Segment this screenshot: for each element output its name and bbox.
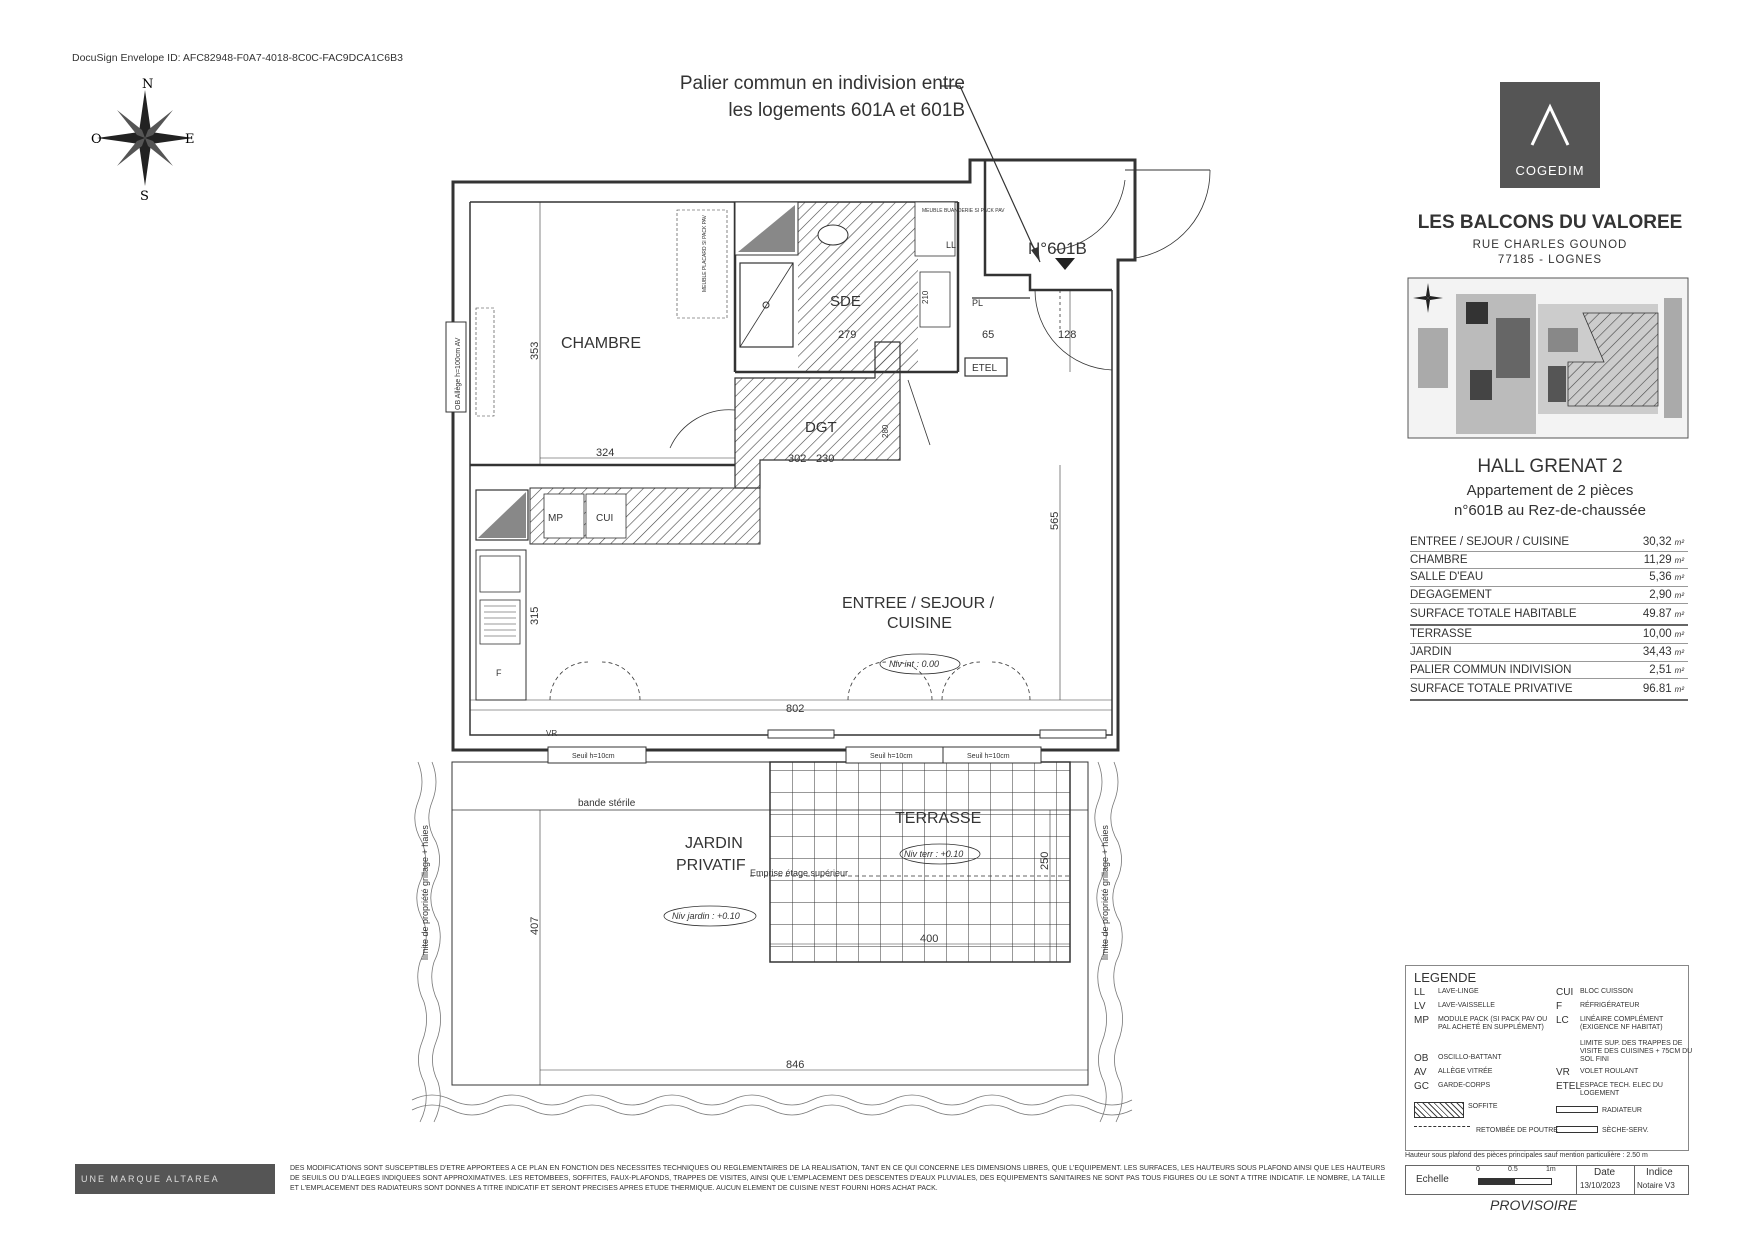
legend-item [1556, 1002, 1694, 1012]
surface-value [1644, 552, 1688, 569]
code-mp: MP [548, 513, 563, 524]
dim-324: 324 [596, 447, 615, 459]
legend-code [1556, 1040, 1580, 1064]
dim-353: 353 [529, 341, 541, 360]
surface-number: 2,51 [1649, 663, 1672, 676]
surface-value [1649, 569, 1688, 586]
apartment-description [1400, 481, 1700, 521]
legend-desc: ALLÈGE VITRÉE [1438, 1068, 1493, 1075]
surface-row [1410, 587, 1688, 605]
limite-left: limite de propriété grillage + haies [420, 825, 430, 960]
surface-number: 2,90 [1649, 588, 1672, 601]
legend-item [1556, 988, 1694, 998]
unit-id-label: N°601B [1028, 239, 1087, 258]
scale-date-box [1405, 1165, 1689, 1195]
legend-desc: LINÉAIRE COMPLÉMENT (EXIGENCE NF HABITAT) [1580, 1016, 1664, 1031]
ground-hatch-bottom [412, 1095, 1132, 1105]
surface-row [1410, 604, 1688, 626]
surface-row [1410, 679, 1688, 701]
entrance-marker-icon [1055, 258, 1075, 270]
legend-item [1414, 1082, 1552, 1092]
surface-unit: m² [1674, 630, 1684, 640]
dim-407: 407 [529, 916, 541, 935]
surface-label: TERRASSE [1410, 628, 1472, 641]
dim-565: 565 [1049, 511, 1061, 530]
soffite-label: SOFFITE [1468, 1103, 1498, 1110]
legend-code: OB [1414, 1053, 1429, 1064]
dim-302: 302 [788, 453, 807, 465]
legend-desc: LIMITE SUP. DES TRAPPES DE VISITE DES CUISINES + 75CM DU SOL FINI [1580, 1040, 1693, 1063]
compass-s: S [140, 189, 149, 204]
limite-right: limite de propriété grillage + haies [1100, 825, 1110, 960]
code-etel: ETEL [972, 363, 998, 374]
surface-unit: m² [1674, 665, 1684, 675]
scale-tick-0: 0 [1476, 1166, 1480, 1173]
legend-desc: LAVE-VAISSELLE [1438, 1002, 1495, 1009]
surface-number: 34,43 [1642, 645, 1672, 658]
french-door-left [550, 662, 640, 700]
retombee-symbol [1414, 1126, 1470, 1127]
compass-n: N [142, 77, 154, 92]
provisoire-label: PROVISOIRE [1490, 1197, 1578, 1213]
surface-row [1410, 534, 1688, 552]
legend-desc: GARDE-CORPS [1438, 1082, 1491, 1089]
legend-item [1556, 1082, 1694, 1098]
legend-code: AV [1414, 1067, 1427, 1078]
seche-symbol [1556, 1126, 1598, 1133]
dim-230: 230 [816, 453, 835, 465]
scale-tick-05: 0.5 [1508, 1166, 1518, 1173]
legend-code: VR [1556, 1067, 1570, 1078]
surface-unit: m² [1674, 555, 1684, 565]
niv-jardin-label: Niv jardin : +0.10 [672, 911, 740, 921]
legend-item [1556, 1068, 1694, 1078]
legend-item [1414, 1068, 1552, 1078]
dim-315: 315 [529, 606, 541, 625]
room-jardin-line1: JARDIN [685, 835, 743, 852]
callout-line1: Palier commun en indivision entre [679, 73, 965, 94]
dgt-door-arc [670, 410, 735, 448]
surface-value [1643, 626, 1688, 643]
surface-label: SALLE D'EAU [1410, 571, 1484, 584]
legend-code: LV [1414, 1001, 1426, 1012]
surface-label: CHAMBRE [1410, 553, 1468, 566]
retombee-label: RETOMBÉE DE POUTRE [1476, 1127, 1558, 1134]
dim-65: 65 [982, 329, 995, 341]
legend-item [1414, 988, 1552, 998]
scale-label: Echelle [1416, 1174, 1449, 1185]
surface-label: DEGAGEMENT [1410, 588, 1492, 601]
palier-callout [600, 70, 965, 124]
placard-label: MEUBLE PLACARD SI PACK PAV [702, 215, 708, 292]
surface-label: SURFACE TOTALE PRIVATIVE [1410, 683, 1573, 696]
surface-label: PALIER COMMUN INDIVISION [1410, 663, 1572, 676]
legend-desc: OSCILLO-BATTANT [1438, 1054, 1502, 1061]
seuil-label-3: Seuil h=10cm [967, 753, 1010, 760]
radiateur-symbol [1556, 1106, 1598, 1113]
seuil-label-1: Seuil h=10cm [572, 753, 615, 760]
docusign-envelope-id: DocuSign Envelope ID: AFC82948-F0A7-4018-8C0C-FAC9DCA1C6B3 [72, 52, 403, 64]
cooktop-icon [480, 600, 520, 644]
dim-279: 279 [838, 329, 857, 341]
callout-line2: les logements 601A et 601B [728, 100, 965, 121]
emprise-label: Emprise étage supérieur [750, 868, 849, 878]
legend-item [1556, 1040, 1694, 1064]
surface-number: 96.81 [1642, 683, 1672, 696]
surface-table [1410, 534, 1688, 701]
surface-value [1649, 587, 1688, 604]
surface-label: SURFACE TOTALE HABITABLE [1410, 608, 1577, 621]
code-ll: LL [946, 240, 957, 250]
room-dgt: DGT [805, 419, 837, 436]
surface-unit: m² [1674, 685, 1684, 695]
legend-code: LC [1556, 1015, 1569, 1026]
room-chambre: CHAMBRE [561, 335, 642, 352]
french-door-right [942, 662, 1030, 700]
radiateur-label: RADIATEUR [1602, 1107, 1642, 1114]
dim-802: 802 [786, 703, 805, 715]
surface-row [1410, 552, 1688, 570]
project-street: RUE CHARLES GOUNOD [1472, 239, 1628, 251]
surface-value [1643, 534, 1688, 551]
compass-e: E [185, 132, 195, 147]
niv-int-label: Niv int : 0.00 [889, 659, 940, 669]
dim-250: 250 [1039, 851, 1051, 870]
surface-number: 5,36 [1649, 571, 1672, 584]
legend-code: LL [1414, 987, 1426, 998]
surface-unit: m² [1674, 573, 1684, 583]
surface-value [1643, 644, 1688, 661]
surface-label: ENTREE / SEJOUR / CUISINE [1410, 536, 1570, 548]
toilet-icon [818, 225, 848, 245]
surface-number: 49.87 [1642, 608, 1672, 621]
legend-desc: ESPACE TECH. ELEC DU LOGEMENT [1580, 1082, 1663, 1097]
surface-value [1643, 679, 1688, 699]
surface-number: 11,29 [1643, 553, 1672, 566]
ob-window-label: OB Allège h=100cm AV [455, 337, 462, 410]
dim-210: 210 [921, 290, 930, 304]
legend-item [1414, 1002, 1552, 1012]
apartment-line1: Appartement de 2 pièces [1466, 482, 1634, 499]
surface-unit: m² [1674, 647, 1684, 657]
legend-desc: BLOC CUISSON [1580, 988, 1633, 995]
surface-unit: m² [1674, 610, 1684, 620]
cogedim-logo [1500, 82, 1600, 188]
legend-code: GC [1414, 1081, 1429, 1092]
room-sejour-line1: ENTREE / SEJOUR / [842, 595, 995, 612]
seche-label: SÈCHE-SERV. [1602, 1127, 1649, 1134]
project-title: LES BALCONS DU VALOREE [1417, 212, 1683, 233]
footer-brand: UNE MARQUE ALTAREA [75, 1164, 275, 1194]
compass-o: O [91, 132, 102, 147]
legend-item [1414, 1054, 1552, 1064]
legend-note: Hauteur sous plafond des pièces principales sauf mention particulière : 2.50 m [1405, 1152, 1648, 1159]
palier-wall [985, 160, 1112, 290]
surface-row [1410, 626, 1688, 644]
legend-box [1405, 965, 1693, 1151]
indice-value: Notaire V3 [1637, 1181, 1675, 1190]
disclaimer-text: DES MODIFICATIONS SONT SUSCEPTIBLES D'ETRE APPORTEES A CE PLAN EN FONCTION DES NECESSITES TECHNIQUES OU REGLEMENTAIRES DE LA REALISATION, TANT EN CE QUI CONCERNE LES DIMENSIONS LIBRES, QUE L'EQUIPEMENT. LES SURFACES, LES HAUTEURS SOUS PLAFOND AINSI QUE LES HAUTEURS DE SEUILS OU D'ALLEGES INDIQUEES SONT APPROXIMATIVES. LES RETOMBEES, SOFFITES, FAUX-PLAFONDS, TRAPPES DE VISITES, AINSI QUE L'EMPLACEMENT DES DESCENTES D'EAUX PLUVIALES, DES EQUIPEMENTS SANITAIRES NE SONT PAS TOUS FIGURES OU LE SONT A TITRE INDICATIF. LE NOMBRE, LA TAILLE ET L'EMPLACEMENT DES RADIATEURS SONT DONNES A TITRE INDICATIF ET SERONT PRECISES APRES ETUDE THERMIQUE. AUCUN ELEMENT DE CUISINE N'EST FOURNI HORS ACHAT PACK. [290, 1165, 1385, 1192]
site-map-thumbnail [1408, 278, 1688, 438]
scale-bar [1478, 1178, 1552, 1185]
surface-unit: m² [1674, 538, 1684, 547]
surface-unit: m² [1674, 590, 1684, 600]
hall-name: HALL GRENAT 2 [1477, 456, 1623, 477]
code-f: F [496, 668, 502, 678]
surface-row [1410, 644, 1688, 662]
surface-value [1643, 604, 1688, 624]
sink-icon [480, 556, 520, 592]
legend-desc: RÉFRIGÉRATEUR [1580, 1002, 1640, 1009]
code-vr: VR [546, 729, 558, 738]
apartment-line2: n°601B au Rez-de-chaussée [1454, 502, 1646, 519]
surface-number: 10,00 [1642, 628, 1672, 641]
project-city: 77185 - LOGNES [1497, 254, 1603, 266]
legend-item [1414, 1016, 1552, 1032]
surface-row [1410, 662, 1688, 680]
legend-code: MP [1414, 1015, 1429, 1026]
room-terrasse: TERRASSE [895, 810, 982, 827]
seuil-label-2: Seuil h=10cm [870, 753, 913, 760]
surface-label: JARDIN [1410, 645, 1452, 658]
niv-terr-label: Niv terr : +0.10 [904, 849, 964, 859]
legend-code: F [1556, 1001, 1563, 1012]
buanderie-label: MEUBLE BUANDERIE SI PACK PAV [922, 208, 1005, 214]
code-pl: PL [972, 298, 984, 308]
surface-value [1649, 662, 1688, 679]
legend-code: CUI [1556, 987, 1574, 998]
legend-code: ETEL [1556, 1081, 1582, 1092]
room-jardin-line2: PRIVATIF [676, 857, 746, 874]
dim-280: 280 [881, 424, 890, 438]
dim-400: 400 [920, 933, 939, 945]
dim-128: 128 [1058, 329, 1077, 341]
legend-desc: VOLET ROULANT [1580, 1068, 1639, 1075]
legend-desc: MODULE PACK (SI PACK PAV OU PAL ACHETÉ EN SUPPLÉMENT) [1438, 1016, 1548, 1031]
scale-tick-1m: 1m [1546, 1166, 1556, 1173]
code-cui: CUI [596, 513, 614, 524]
compass-rose-icon [91, 77, 195, 204]
logo-word: COGEDIM [1515, 163, 1585, 178]
project-address [1400, 238, 1700, 268]
bande-sterile-label: bande stérile [578, 798, 636, 809]
date-label: Date [1594, 1167, 1616, 1178]
date-value: 13/10/2023 [1580, 1181, 1621, 1190]
soffite-symbol [1414, 1102, 1464, 1118]
legend-title: LEGENDE [1414, 970, 1477, 985]
room-sde: SDE [830, 293, 861, 310]
terrasse-grid [770, 762, 1070, 962]
surface-row [1410, 569, 1688, 587]
indice-label: Indice [1646, 1167, 1673, 1178]
surface-number: 30,32 [1642, 536, 1672, 548]
room-sejour-line2: CUISINE [887, 615, 952, 632]
legend-desc: LAVE-LINGE [1438, 988, 1479, 995]
legend-item [1556, 1016, 1694, 1032]
dim-846: 846 [786, 1059, 805, 1071]
